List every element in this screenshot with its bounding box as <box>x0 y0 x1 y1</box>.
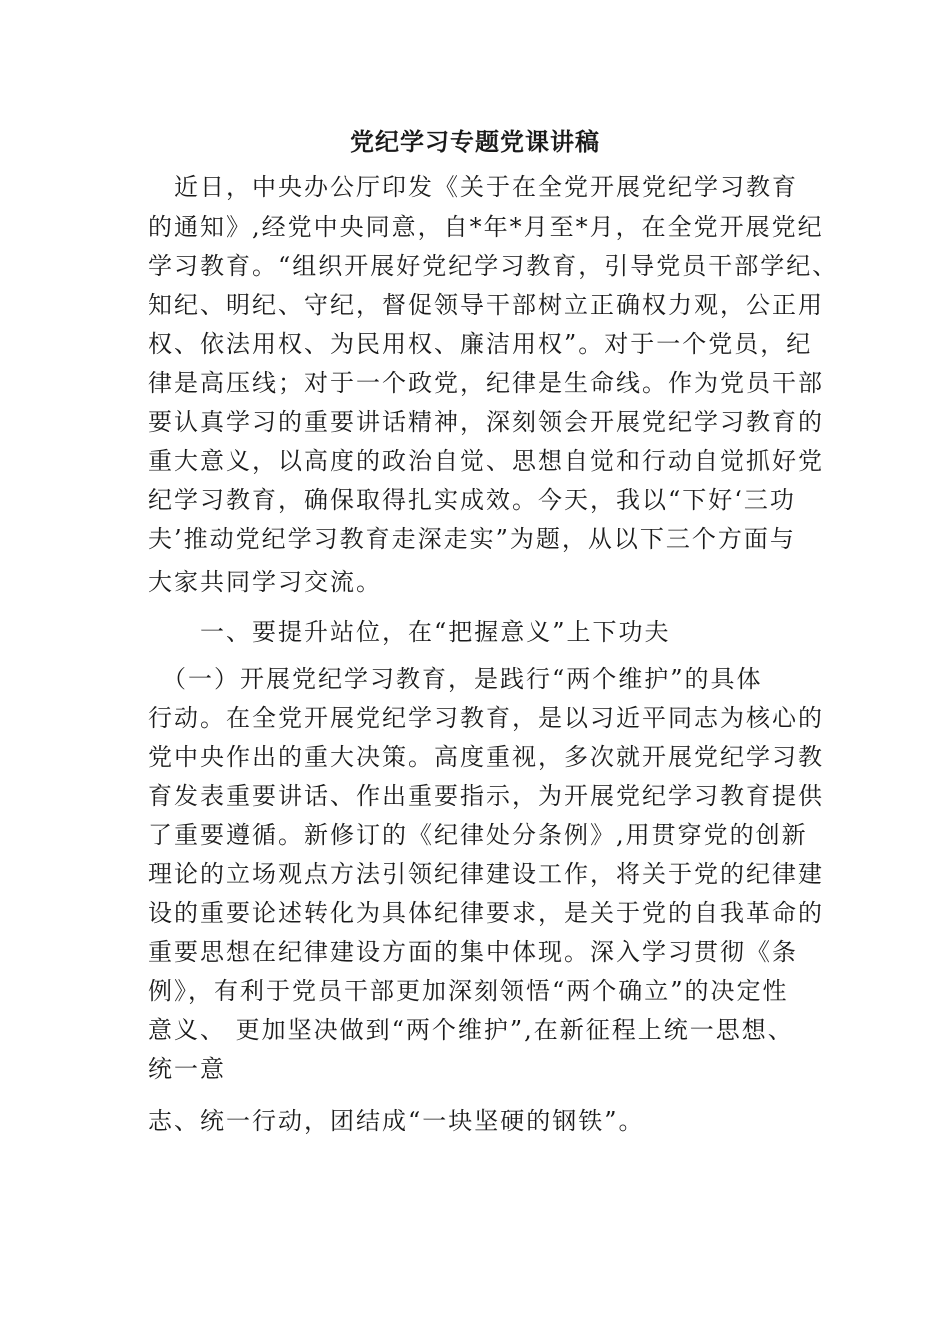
text-line: 权、依法用权、为民用权、廉洁用权”。对于一个党员，纪 <box>148 330 813 358</box>
text-line: 志、统一行动，团结成“一块坚硬的钢铁”。 <box>148 1107 645 1135</box>
text-line: 统一意 <box>148 1055 226 1083</box>
text-line: 大家共同学习交流。 <box>148 568 382 596</box>
text-line: 党中央作出的重大决策。高度重视，多次就开展党纪学习教 <box>148 743 824 771</box>
text-line: 行动。在全党开展党纪学习教育，是以习近平同志为核心的 <box>148 704 824 732</box>
text-line: 近日，中央办公厅印发《关于在全党开展党纪学习教育 <box>148 173 798 201</box>
document-title: 党纪学习专题党课讲稿 <box>350 127 600 156</box>
text-line: 例》，有利于党员干部更加深刻领悟“两个确立”的决定性 <box>148 977 789 1005</box>
section-heading: 一、要提升站位，在“把握意义”上下功夫 <box>148 618 671 646</box>
text-line: 纪学习教育，确保取得扎实成效。今天，我以“下好‘三功 <box>148 486 796 514</box>
text-line: 重大意义，以高度的政治自觉、思想自觉和行动自觉抓好党 <box>148 447 824 475</box>
text-line: 设的重要论述转化为具体纪律要求，是关于党的自我革命的 <box>148 899 824 927</box>
text-line: 夫’推动党纪学习教育走深走实”为题，从以下三个方面与 <box>148 525 796 553</box>
text-line: 重要思想在纪律建设方面的集中体现。深入学习贯彻《条 <box>148 938 798 966</box>
text-line: 学习教育。“组织开展好党纪学习教育，引导党员干部学纪、 <box>148 252 839 280</box>
text-line: 理论的立场观点方法引领纪律建设工作，将关于党的纪律建 <box>148 860 824 888</box>
text-line: 知纪、明纪、守纪，督促领导干部树立正确权力观，公正用 <box>148 291 824 319</box>
text-line: 了重要遵循。新修订的《纪律处分条例》,用贯穿党的创新 <box>148 821 808 849</box>
text-line: 意义、 更加坚决做到“两个维护”,在新征程上统一思想、 <box>148 1016 794 1044</box>
text-line: 的通知》,经党中央同意，自*年*月至*月，在全党开展党纪 <box>148 213 824 241</box>
text-line: （一）开展党纪学习教育，是践行“两个维护”的具体 <box>148 665 763 693</box>
text-line: 要认真学习的重要讲话精神，深刻领会开展党纪学习教育的 <box>148 408 824 436</box>
text-line: 律是高压线；对于一个政党，纪律是生命线。作为党员干部 <box>148 369 824 397</box>
text-line: 育发表重要讲话、作出重要指示，为开展党纪学习教育提供 <box>148 782 824 810</box>
